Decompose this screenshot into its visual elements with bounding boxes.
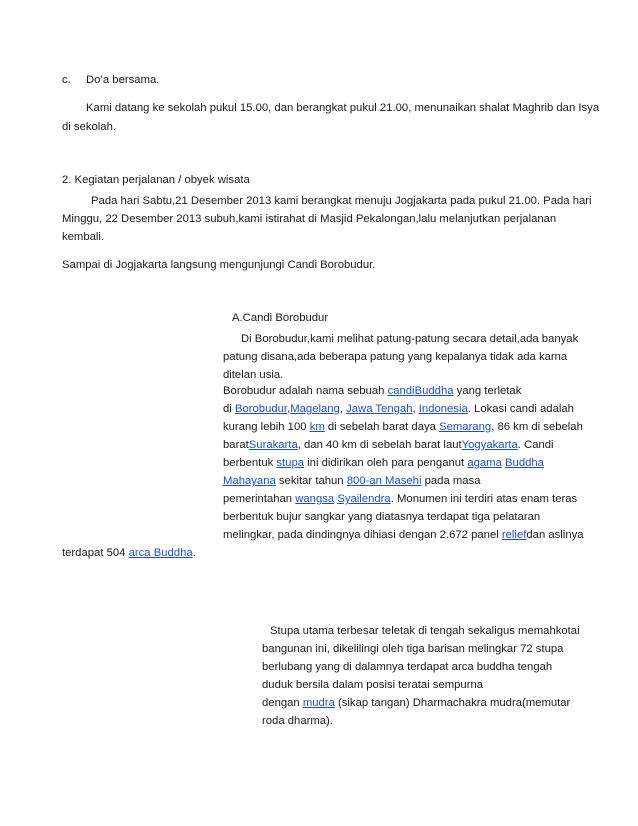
link-arca-buddha[interactable]: arca Buddha	[128, 547, 193, 559]
paragraph-line: berlubang yang di dalamnya terdapat arca buddha tengah	[262, 661, 553, 673]
paragraph-line: terdapat 504 arca Buddha.	[62, 547, 196, 559]
paragraph-line: Sampai di Jogjakarta langsung mengunjungi Candi Borobudur.	[62, 259, 376, 271]
paragraph-line: berbentuk stupa ini didirikan oleh para penganut agama Buddha	[223, 457, 544, 469]
paragraph-line: duduk bersila dalam posisi teratai sempurna	[262, 679, 484, 691]
link-km[interactable]: km	[309, 421, 325, 433]
paragraph-line: Di Borobudur,kami melihat patung-patung secara detail,ada banyak	[241, 333, 579, 345]
paragraph-line: Stupa utama terbesar teletak di tengah sekaligus memahkotai	[270, 625, 580, 637]
paragraph-line: kurang lebih 100 km di sebelah barat daya Semarang, 86 km di sebelah	[223, 421, 583, 433]
link-buddha-2[interactable]: Buddha	[505, 457, 544, 469]
link-800-an-masehi[interactable]: 800-an Masehi	[346, 475, 422, 487]
paragraph-line: baratSurakarta, dan 40 km di sebelah barat lautYogyakarta. Candi	[223, 439, 554, 451]
section-heading: 2. Kegiatan perjalanan / obyek wisata	[62, 174, 250, 186]
link-agama[interactable]: agama	[467, 457, 502, 469]
link-mudra[interactable]: mudra	[302, 697, 335, 709]
paragraph-line: di Borobudur,Magelang, Jawa Tengah, Indonesia. Lokasi candi adalah	[223, 403, 574, 415]
paragraph-line: patung disana,ada beberapa patung yang kepalanya tidak ada karna	[223, 351, 568, 363]
link-relief[interactable]: relief	[501, 529, 527, 541]
list-item-text: Do’a bersama.	[85, 74, 160, 86]
paragraph-line: melingkar, pada dindingnya dihiasi dengan 2.672 panel reliefdan aslinya	[223, 529, 584, 541]
link-borobudur[interactable]: Borobudur	[234, 403, 288, 415]
link-candi[interactable]: candi	[387, 385, 415, 397]
paragraph-line: di sekolah.	[62, 121, 117, 133]
paragraph-line: ditelan usia.	[223, 369, 284, 381]
paragraph-line: Kami datang ke sekolah pukul 15.00, dan berangkat pukul 21.00, menunaikan shalat Maghrib dan Isya	[86, 102, 600, 114]
paragraph-line: pemerintahan wangsa Syailendra. Monumen ini terdiri atas enam teras	[223, 493, 578, 505]
list-marker: c.	[62, 74, 71, 86]
link-wangsa[interactable]: wangsa	[295, 493, 335, 505]
link-stupa[interactable]: stupa	[276, 457, 305, 469]
link-semarang[interactable]: Semarang	[439, 421, 492, 433]
link-buddha[interactable]: Buddha	[414, 385, 454, 397]
paragraph-line: Mahayana sekitar tahun 800-an Masehi pada masa	[223, 475, 481, 487]
paragraph-line: Pada hari Sabtu,21 Desember 2013 kami berangkat menuju Jogjakarta pada pukul 21.00. Pada hari	[91, 195, 592, 207]
paragraph-line: bangunan ini, dikelilingi oleh tiga barisan melingkar 72 stupa	[262, 643, 564, 655]
paragraph-line: Borobudur adalah nama sebuah candiBuddha yang terletak	[223, 385, 522, 397]
link-yogyakarta[interactable]: Yogyakarta	[461, 439, 518, 451]
link-jawa-tengah[interactable]: Jawa Tengah	[346, 403, 413, 415]
link-magelang[interactable]: Magelang	[290, 403, 340, 415]
paragraph-line: roda dharma).	[262, 715, 333, 727]
link-mahayana[interactable]: Mahayana	[223, 475, 276, 487]
paragraph-line: kembali.	[62, 231, 105, 243]
link-indonesia[interactable]: Indonesia	[418, 403, 468, 415]
link-syailendra[interactable]: Syailendra	[337, 493, 391, 505]
paragraph-line: Minggu, 22 Desember 2013 subuh,kami istirahat di Masjid Pekalongan,lalu melanjutkan perjalanan	[62, 213, 557, 225]
list-item-c	[62, 73, 159, 88]
link-surakarta[interactable]: Surakarta	[248, 439, 298, 451]
paragraph-line: dengan mudra (sikap tangan) Dharmachakra mudra(memutar	[262, 697, 571, 709]
subsection-heading: A.Candi Borobudur	[232, 312, 329, 324]
paragraph-line: berbentuk bujur sangkar yang diatasnya terdapat tiga pelataran	[223, 511, 541, 523]
